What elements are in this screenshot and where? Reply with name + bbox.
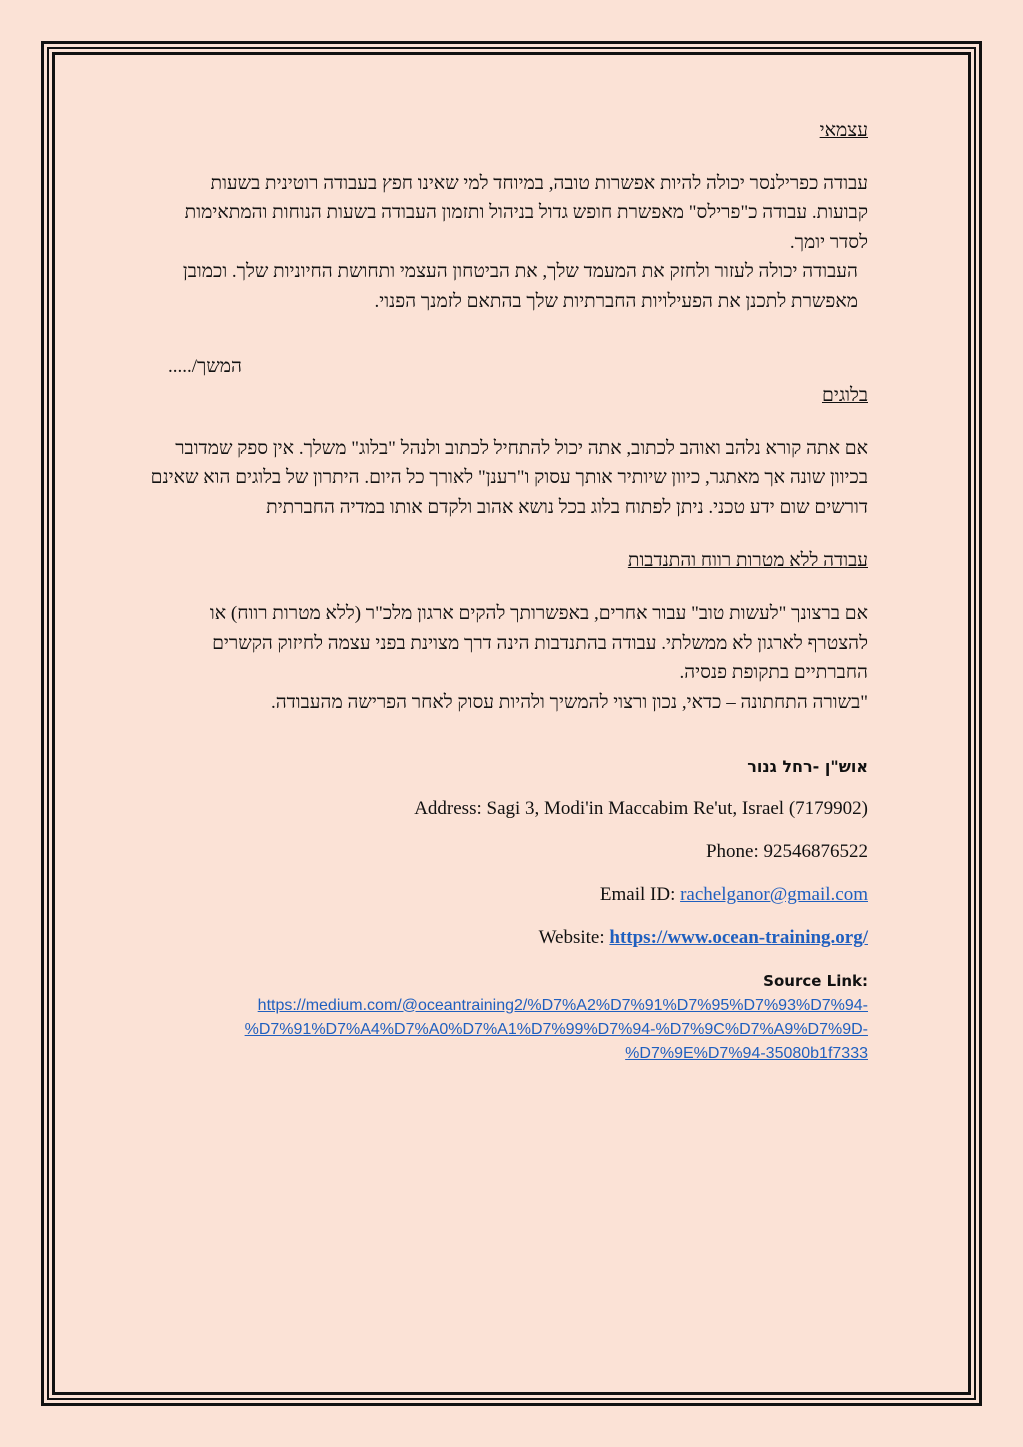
phone-label: Phone: — [705, 841, 759, 863]
source-url-line-3[interactable]: %D7%9E%D7%94-35080b1f7333 — [625, 1044, 868, 1062]
section-title-self-employed: עצמאי — [819, 120, 868, 141]
source-url-line-2[interactable]: %D7%91%D7%A4%D7%A0%D7%A1%D7%99%D7%94-%D7%9C%D7%A9%D7%9D- — [244, 1020, 868, 1038]
paragraph: "בשורה התחתונה – כדאי, נכון ורצוי להמשיך ולהיות עסוק לאחר הפרישה מהעבודה. — [270, 691, 868, 713]
section-body-self-employed — [150, 169, 868, 317]
address-label: Address: — [414, 798, 482, 820]
phone-line — [150, 841, 868, 864]
section-title-nonprofit: עבודה ללא מטרות רווח והתנדבות — [627, 550, 868, 572]
author-name: אוש"ן -רחל גנור — [747, 757, 868, 777]
paragraph: אם אתה קורא נלהב ואוהב לכתוב, אתה יכול להתחיל לכתוב ולנהל "בלוג" משלך. אין ספק שמדובר בכיוון שונה אך מאתגר, כיוון שיותיר אותך עסוק ו"רענן" לאורך כל היום. היתרון של בלוגים הוא שאינם דורשים שום ידע טכני. ניתן לפתוח בלוג בכל נושא אהוב ולקדם אותו במדיה החברתית — [150, 437, 868, 518]
section-body-nonprofit — [150, 599, 868, 717]
source-link[interactable] — [150, 994, 868, 1066]
section-title-blogs: בלוגים — [821, 385, 868, 407]
document-body — [150, 120, 868, 1066]
section-body-blogs — [150, 434, 868, 523]
paragraph: העבודה יכולה לעזור ולחזק את המעמד שלך, את הביטחון העצמי ותחושת החיוניות שלך. וכמובן מאפשרת לתכנן את הפעילויות החברתיות שלך בהתאם לזמנך הפנוי. — [182, 261, 858, 312]
continued-label: המשך/..... — [167, 356, 242, 378]
source-link-label: Source Link: — [763, 971, 868, 990]
phone-value: 92546876522 — [763, 841, 868, 863]
source-url-line-1[interactable]: https://medium.com/@oceantraining2/%D7%A2%D7%91%D7%95%D7%93%D7%94- — [257, 996, 868, 1014]
address-value: Sagi 3, Modi'in Maccabim Re'ut, Israel (7179902) — [486, 798, 868, 820]
email-line — [150, 884, 868, 907]
website-line — [150, 927, 868, 950]
website-link[interactable]: https://www.ocean-training.org/ — [609, 926, 868, 948]
address-line — [150, 798, 868, 821]
email-link[interactable]: rachelganor@gmail.com — [680, 883, 868, 905]
website-label: Website: — [538, 926, 605, 948]
email-label: Email ID: — [599, 883, 676, 905]
paragraph: אם ברצונך "לעשות טוב" עבור אחרים, באפשרותך להקים ארגון מלכ"ר (ללא מטרות רווח) או להצטרף לארגון לא ממשלתי. עבודה בהתנדבות הינה דרך מצוינת בפני עצמה לחיזוק הקשרים החברתיים בתקופת פנסיה. — [209, 603, 868, 684]
paragraph: עבודה כפרילנסר יכולה להיות אפשרות טובה, במיוחד למי שאינו חפץ בעבודה רוטינית בשעות קבועות. עבודה כ"פרילס" מאפשרת חופש גדול בניהול ותזמון העבודה בשעות הנוחות והמתאימות לסדר יומך. — [184, 172, 868, 253]
